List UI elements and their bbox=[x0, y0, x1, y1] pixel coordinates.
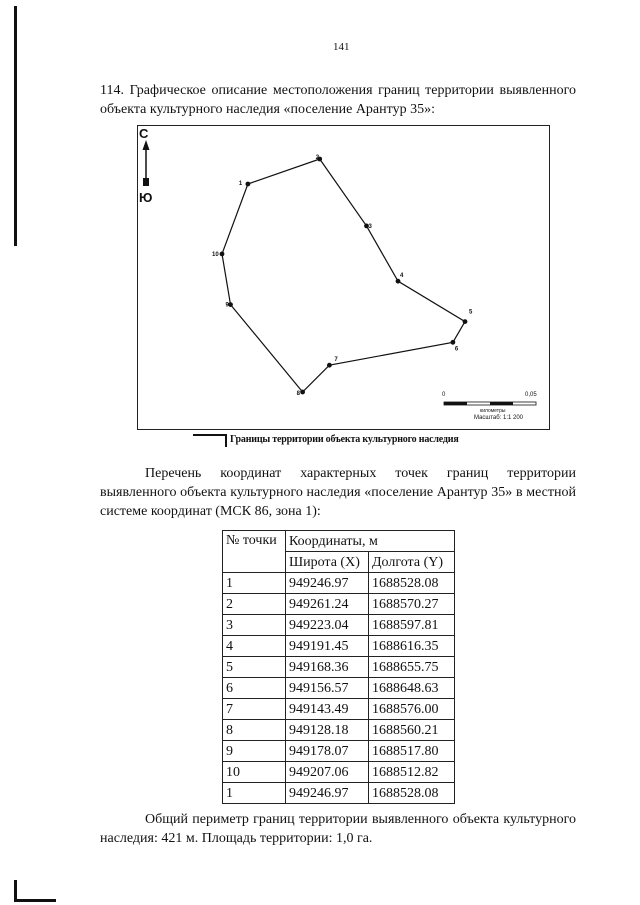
boundary-point-1 bbox=[246, 182, 251, 187]
scan-border-left bbox=[14, 6, 17, 246]
cell-longitude: 1688616.35 bbox=[369, 636, 455, 657]
scale-ratio-label: Масштаб: 1:1 200 bbox=[474, 415, 524, 421]
cell-point-number: 6 bbox=[223, 678, 286, 699]
boundary-point-label: 6 bbox=[454, 346, 459, 353]
table-row bbox=[223, 741, 455, 762]
cell-longitude: 1688648.63 bbox=[369, 678, 455, 699]
cell-latitude: 949156.57 bbox=[286, 678, 369, 699]
boundary-map bbox=[137, 125, 550, 430]
table-row bbox=[223, 783, 455, 804]
cell-longitude: 1688597.81 bbox=[369, 615, 455, 636]
boundary-point-label: 8 bbox=[296, 391, 300, 397]
scale-unit-label: километры bbox=[480, 408, 506, 414]
boundary-point-label: 4 bbox=[400, 273, 404, 280]
header-longitude: Долгота (Y) bbox=[369, 552, 455, 573]
cell-point-number: 7 bbox=[223, 699, 286, 720]
legend-line-tick bbox=[225, 434, 227, 447]
cell-latitude: 949191.45 bbox=[286, 636, 369, 657]
boundary-point-label: 2 bbox=[315, 155, 320, 161]
cell-longitude: 1688528.08 bbox=[369, 783, 455, 804]
cell-point-number: 4 bbox=[223, 636, 286, 657]
header-coordinates: Координаты, м bbox=[286, 531, 455, 552]
table-row bbox=[223, 573, 455, 594]
table-row bbox=[223, 678, 455, 699]
scale-max-label: 0,05 bbox=[525, 392, 537, 398]
legend-line-symbol bbox=[193, 434, 227, 436]
boundary-point-8 bbox=[300, 390, 305, 395]
boundary-point-6 bbox=[451, 340, 456, 345]
boundary-point-label: 7 bbox=[334, 357, 338, 364]
cell-latitude: 949246.97 bbox=[286, 783, 369, 804]
boundary-polygon-group bbox=[212, 155, 473, 397]
cell-latitude: 949261.24 bbox=[286, 594, 369, 615]
north-arrow bbox=[143, 140, 150, 186]
table-row bbox=[223, 615, 455, 636]
cell-latitude: 949207.06 bbox=[286, 762, 369, 783]
cell-longitude: 1688512.82 bbox=[369, 762, 455, 783]
cell-latitude: 949168.36 bbox=[286, 657, 369, 678]
cell-point-number: 10 bbox=[223, 762, 286, 783]
boundary-point-label: 5 bbox=[469, 309, 473, 316]
table-row bbox=[223, 636, 455, 657]
cell-point-number: 3 bbox=[223, 615, 286, 636]
page-number: 141 bbox=[333, 41, 350, 53]
scale-block bbox=[436, 392, 544, 424]
boundary-map-canvas bbox=[138, 126, 549, 429]
table-row bbox=[223, 657, 455, 678]
table-header-row bbox=[223, 531, 455, 552]
cell-latitude: 949223.04 bbox=[286, 615, 369, 636]
table-row bbox=[223, 594, 455, 615]
boundary-point-label: 9 bbox=[225, 302, 229, 309]
cell-longitude: 1688576.00 bbox=[369, 699, 455, 720]
scale-zero-label: 0 bbox=[442, 392, 446, 398]
boundary-point-label: 3 bbox=[368, 223, 372, 230]
cell-longitude: 1688655.75 bbox=[369, 657, 455, 678]
cell-latitude: 949143.49 bbox=[286, 699, 369, 720]
cell-latitude: 949178.07 bbox=[286, 741, 369, 762]
cell-point-number: 1 bbox=[223, 573, 286, 594]
cell-point-number: 2 bbox=[223, 594, 286, 615]
cell-latitude: 949128.18 bbox=[286, 720, 369, 741]
boundary-point-7 bbox=[327, 363, 332, 368]
scan-corner-mark-horizontal bbox=[14, 899, 56, 902]
table-row bbox=[223, 762, 455, 783]
boundary-point-label: 10 bbox=[212, 251, 219, 258]
section-heading: 114. Графическое описание местоположения границ территории выявленного объекта культурного наследия «поселение Арантур 35»: bbox=[100, 83, 576, 117]
compass-north-label: С bbox=[139, 126, 149, 141]
cell-point-number: 9 bbox=[223, 741, 286, 762]
boundary-point-10 bbox=[220, 252, 225, 257]
legend-label: Границы территории объекта культурного наследия bbox=[230, 434, 459, 445]
cell-longitude: 1688560.21 bbox=[369, 720, 455, 741]
coordinates-table bbox=[222, 530, 455, 804]
cell-latitude: 949246.97 bbox=[286, 573, 369, 594]
boundary-point-5 bbox=[463, 319, 468, 324]
cell-longitude: 1688517.80 bbox=[369, 741, 455, 762]
compass-south-label: Ю bbox=[139, 190, 153, 205]
cell-point-number: 1 bbox=[223, 783, 286, 804]
boundary-line bbox=[222, 159, 465, 392]
perimeter-summary: Общий периметр границ территории выявленного объекта культурного наследия: 421 м. Площадь территории: 1,0 га. bbox=[100, 812, 576, 846]
cell-longitude: 1688528.08 bbox=[369, 573, 455, 594]
boundary-point-label: 1 bbox=[238, 181, 243, 187]
cell-longitude: 1688570.27 bbox=[369, 594, 455, 615]
header-latitude: Широта (X) bbox=[286, 552, 369, 573]
cell-point-number: 5 bbox=[223, 657, 286, 678]
cell-point-number: 8 bbox=[223, 720, 286, 741]
boundary-point-4 bbox=[396, 279, 401, 284]
header-point-number: № точки bbox=[223, 531, 286, 573]
coordinates-intro: Перечень координат характерных точек границ территории выявленного объекта культурного наследия «поселение Арантур 35» в местной системе координат (МСК 86, зона 1): bbox=[100, 466, 576, 519]
table-row bbox=[223, 720, 455, 741]
table-row bbox=[223, 699, 455, 720]
